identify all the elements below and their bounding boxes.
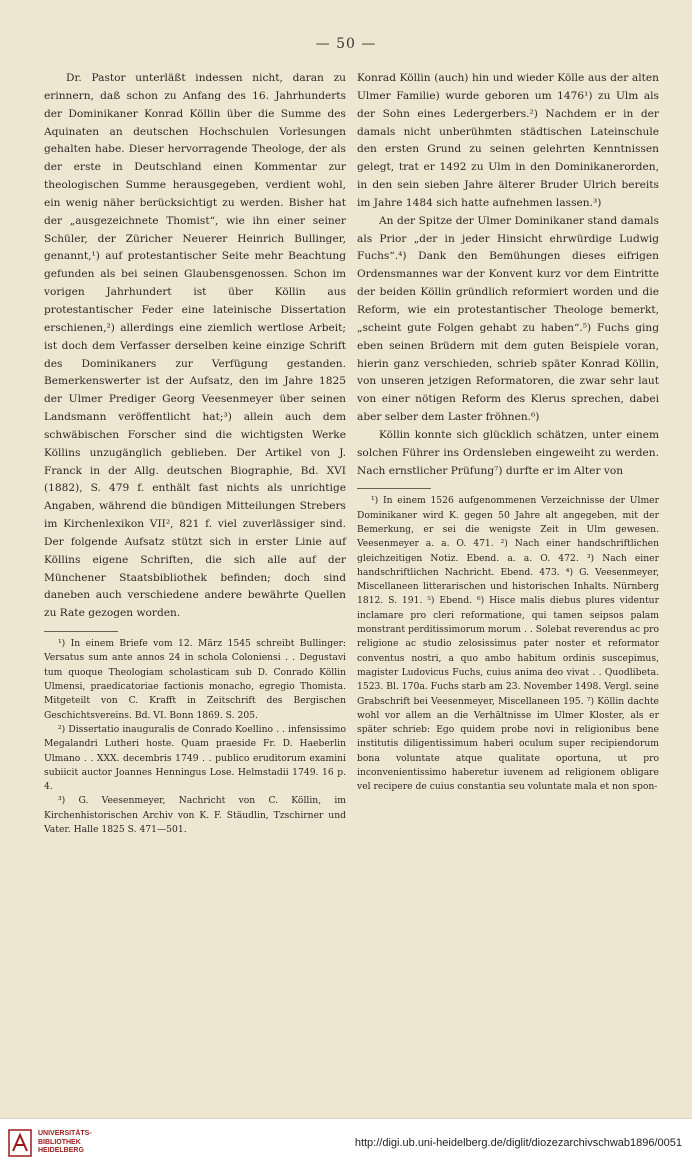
library-name	[38, 1130, 92, 1156]
footnote-divider	[357, 488, 431, 489]
footnote-divider	[44, 631, 118, 632]
footnote: ²) Dissertatio inauguralis de Conrado Koellino . . infensissimo Megalandri Lutheri hoste. Quam praeside Fr. D. Haeberlin Ulmano . . XXX. decembris 1749 . . publico eruditorum examini subiicit auctor Joannes Henningus Lose. Helmstadii 1749. 16 p. 4.	[44, 723, 346, 793]
footnote: ¹) In einem 1526 aufgenommenen Verzeichnisse der Ulmer Dominikaner wird K. gegen 50 Jahre alt angegeben, mit der Bemerkung, er sei die wenigste Zeit in Ulm gewesen. Veesenmeyer a. a. O. 471. ²) Nach einer handschriftlichen gleichzeitigen Notiz. Ebend. a. a. O. 472. ³) Nach einer handschriftlichen Nachricht. Ebend. 473. ⁴) G. Veesenmeyer, Miscellaneen litterarischen und historischen Inhalts. Nürnberg 1812. S. 191. ⁵) Ebend. ⁶) Hisce malis diebus plures videntur inclamare pro cleri reformatione, qui tamen seipsos palam monstrant perditissimorum morum . . Solebat reverendus ac pro religione ac studio zelosissimus pater noster et reformator conventus nostri, a quo ambo habitum ordinis suscepimus, magister Ludovicus Fuchs, cuius anima deo vivat . . Quodlibeta. 1523. Bl. 170a. Fuchs starb am 23. November 1498. Vergl. seine Grabschrift bei Veesenmeyer, Miscellaneen 195. ⁷) Köllin dachte wohl vor allem an die Verhältnisse im Ulmer Kloster, als er später schrieb: Ego quidem probe novi in religionibus bene institutis diligentissimum haberi oculum super recipiendorum bona voluntate atque qualitate oportuna, ut pro inconvenientissimo haberetur iuvenem ad religionem obligare vel recipere de cuius constantia seu voluntate mala et non spon-	[357, 495, 659, 793]
right-column	[357, 70, 659, 795]
body-paragraph: Köllin konnte sich glücklich schätzen, unter einem solchen Führer ins Ordensleben eingeweiht zu werden. Nach ernstlicher Prüfung⁷) durfte er im Alter von	[357, 428, 659, 477]
viewer-footer	[0, 1118, 692, 1169]
body-paragraph: Konrad Köllin (auch) hin und wieder Kölle aus der alten Ulmer Familie) wurde geboren um 1476¹) zu Ulm als der Sohn eines Ledergerbers.²) Nachdem er in der damals nicht unberühmten städtischen Lateinschule den ersten Grund zu seinen gelehrten Kenntnissen gelegt, trat er 1492 zu Ulm in den Dominikanerorden, in den sein sieben Jahre älterer Bruder Ulrich bereits im Jahre 1484 sich hatte aufnehmen lassen.³)	[357, 72, 659, 209]
page-number: — 50 —	[315, 36, 377, 52]
library-name-line: UNIVERSITÄTS-	[38, 1130, 92, 1138]
footnotes-right	[357, 494, 659, 794]
body-paragraph: An der Spitze der Ulmer Dominikaner stand damals als Prior „der in jeder Hinsicht ehrwürdige Ludwig Fuchs“.⁴) Dank den Bemühungen dieses eifrigen Ordensmannes war der Konvent kurz vor dem Eintritte der beiden Köllin gründlich reformiert worden und die Reform, wie ein protestantischer Theologe bemerkt, „scheint gute Folgen gehabt zu haben“.⁵) Fuchs ging eben seinen Brüdern mit dem guten Beispiele voran, hierin ganz verschieden, schrieb später Konrad Köllin, von unseren jetzigen Reformatoren, die zwar sehr laut von einer nötigen Reform des Klerus sprechen, dabei aber selber dem Laster fröhnen.⁶)	[357, 214, 659, 424]
footnote: ³) G. Veesenmeyer, Nachricht von C. Köllin, im Kirchenhistorischen Archiv von K. F. Stäudlin, Tzschirner und Vater. Halle 1825 S. 471—501.	[44, 795, 346, 836]
permalink-url[interactable]: http://digi.ub.uni-heidelberg.de/diglit/diozezarchivschwab1896/0051	[354, 1137, 682, 1149]
library-name-line: BIBLIOTHEK	[38, 1138, 81, 1146]
left-column	[44, 70, 346, 837]
library-name-line: HEIDELBERG	[38, 1147, 84, 1155]
footnote: ¹) In einem Briefe vom 12. März 1545 schreibt Bullinger: Versatus sum ante annos 24 in schola Coloniensi . . Degustavi tum quoque Theologiam scholasticam sub D. Conrado Köllin Ulmensi, praedicatoriae factionis monacho, egregio Thomista. Mitgeteilt von C. Krafft in Zeitschrift des Bergischen Geschichtsvereins. Bd. VI. Bonn 1869. S. 205.	[44, 638, 346, 721]
library-seal-icon	[8, 1129, 32, 1157]
body-paragraph: Dr. Pastor unterläßt indessen nicht, daran zu erinnern, daß schon zu Anfang des 16. Jahrhunderts der Dominikaner Konrad Köllin über die Summe des Aquinaten an deutschen Hochschulen Vorlesungen gehalten habe. Dieser hervorragende Theologe, der als der erste in Deutschland einen Kommentar zur theologischen Summe herausgegeben, verdient wohl, ein wenig näher berücksichtigt zu werden. Bisher hat der „ausgezeichnete Thomist“, wie ihn einer seiner Schüler, der Züricher Neuerer Heinrich Bullinger, genannt,¹) auf protestantischer Seite mehr Beachtung gefunden als bei seinen Glaubensgenossen. Schon im vorigen Jahrhundert ist über Köllin aus protestantischer Feder eine lateinische Dissertation erschienen,²) allerdings eine ziemlich wertlose Arbeit; ist doch dem Verfasser derselben keine einzige Schrift des Dominikaners zur Verfügung gestanden. Bemerkenswerter ist der Aufsatz, den im Jahre 1825 der Ulmer Prediger Georg Veesenmeyer über seinen Landsmann veröffentlicht hat;³) allein auch dem schwäbischen Forscher sind die wichtigsten Werke Köllins unzugänglich geblieben. Der Artikel von J. Franck in der Allg. deutschen Biographie, Bd. XVI (1882), S. 479 f. enthält fast nichts als unrichtige Angaben, während die bündigen Mitteilungen Strebers im Kirchenlexikon VII², 821 f. viel zuverlässiger sind. Der folgende Aufsatz stützt sich in erster Linie auf Köllins eigene Schriften, die sich alle auf der Münchener Staatsbibliothek befinden; doch sind daneben auch verschiedene andere bewährte Quellen zu Rate gezogen worden.	[44, 72, 346, 620]
library-logo[interactable]	[8, 1129, 92, 1157]
footnotes-left	[44, 637, 346, 837]
